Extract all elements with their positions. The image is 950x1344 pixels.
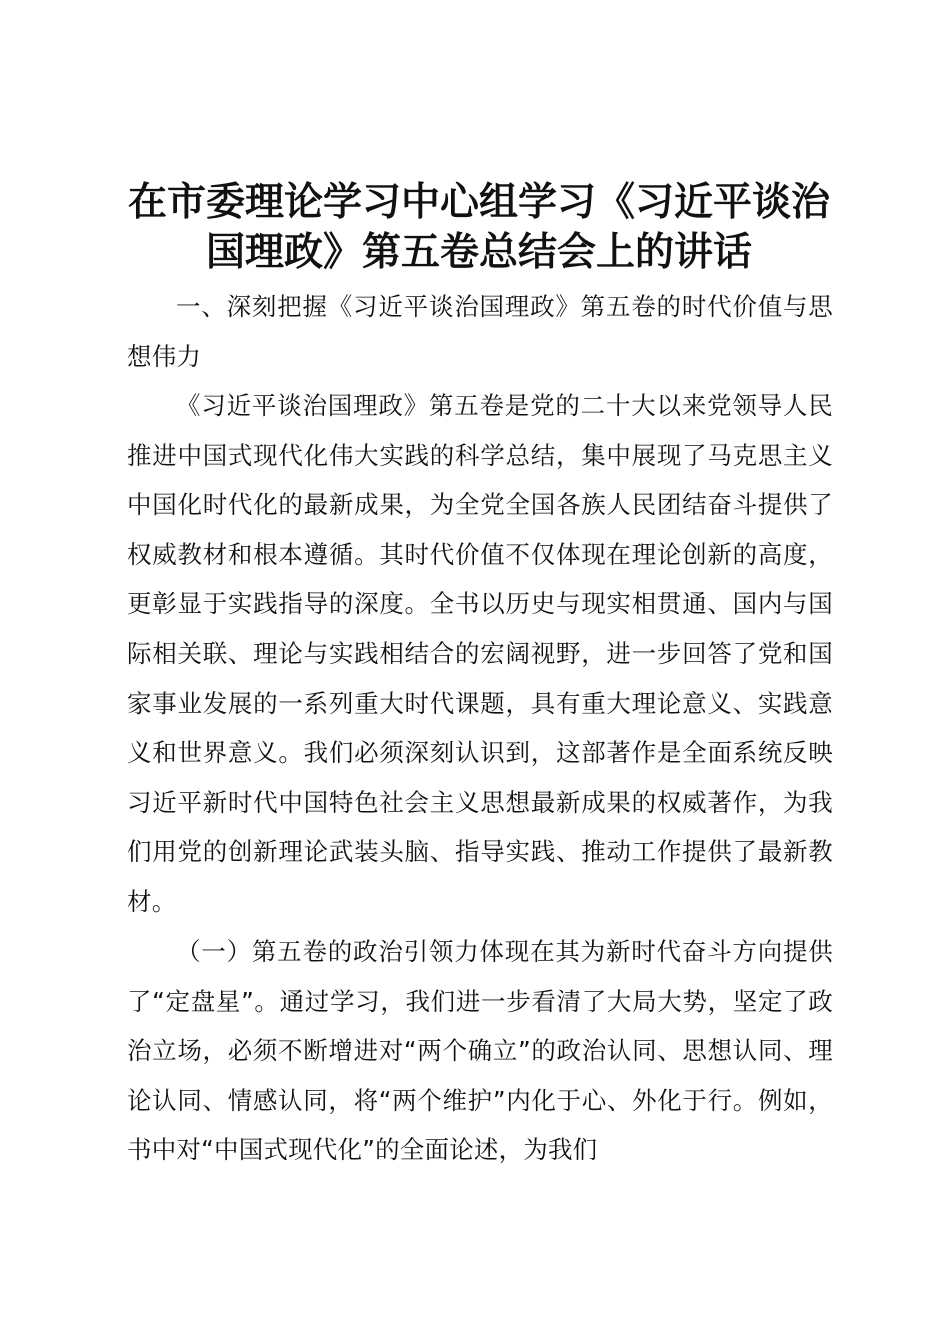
document-title: 在市委理论学习中心组学习《习近平谈治国理政》第五卷总结会上的讲话 xyxy=(127,180,830,275)
body-paragraph: 《习近平谈治国理政》第五卷是党的二十大以来党领导人民推进中国式现代化伟大实践的科学总结，集中展现了马克思主义中国化时代化的最新成果，为全党全国各族人民团结奋斗提供了权威教材和根本遵循。其时代价值不仅体现在理论创新的高度，更彰显于实践指导的深度。全书以历史与现实相贯通、国内与国际相关联、理论与实践相结合的宏阔视野，进一步回答了党和国家事业发展的一系列重大时代课题，具有重大理论意义、实践意义和世界意义。我们必须深刻认识到，这部著作是全面系统反映习近平新时代中国特色社会主义思想最新成果的权威著作，为我们用党的创新理论武装头脑、指导实践、推动工作提供了最新教材。 xyxy=(127,391,833,916)
section-heading: 一、深刻把握《习近平谈治国理政》第五卷的时代价值与思想伟力 xyxy=(127,292,833,371)
body-paragraph: （一）第五卷的政治引领力体现在其为新时代奋斗方向提供了“定盘星”。通过学习，我们进一步看清了大局大势，坚定了政治立场，必须不断增进对“两个确立”的政治认同、思想认同、理论认同、情感认同，将“两个维护”内化于心、外化于行。例如，书中对“中国式现代化”的全面论述，为我们 xyxy=(127,937,833,1165)
